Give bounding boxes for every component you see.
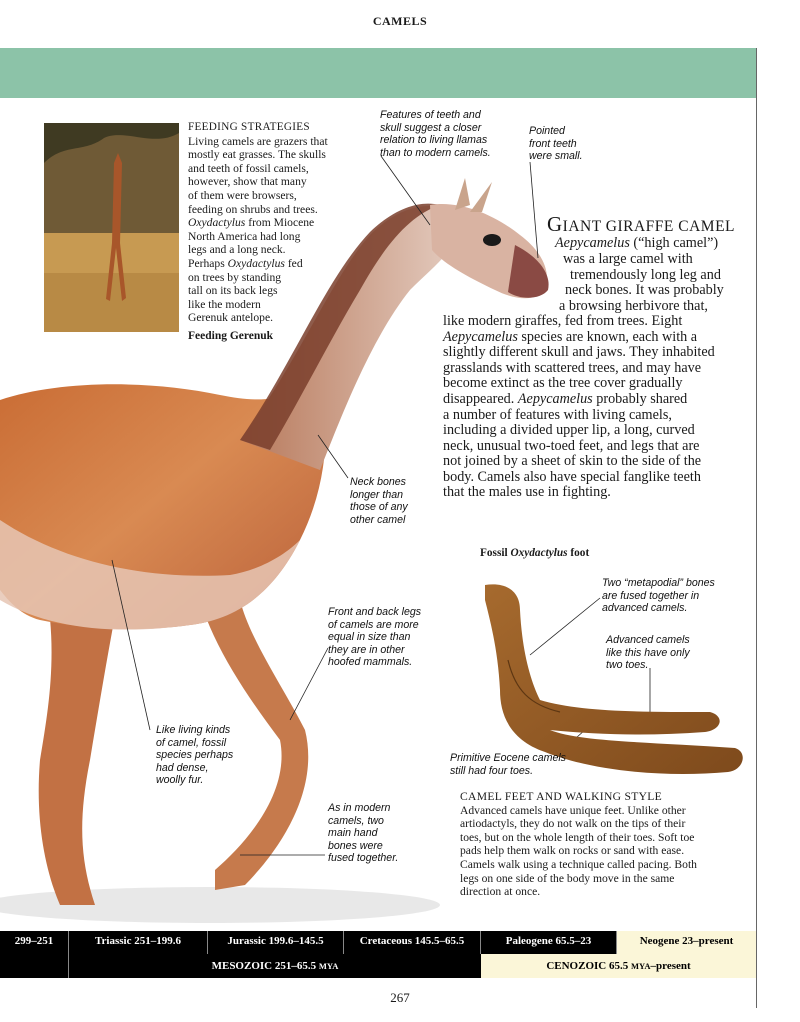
callout-hand-bones [328,802,418,865]
timeline-period: Jurassic 199.6–145.5 [208,931,344,954]
feeding-line: and teeth of fossil camels, [188,161,309,175]
era-label: CENOZOIC 65.5 [546,960,629,972]
callout-line: Pointed [529,125,565,137]
era-label: MESOZOIC 251–65.5 [211,960,317,972]
walking-line: legs on one side of the body move in the same [460,871,675,885]
body-text: disappeared. [443,391,518,407]
timeline-period: Cretaceous 145.5–65.5 [344,931,481,954]
timeline-period: 299–251 [0,931,69,954]
callout-line: those of any [350,501,408,513]
walking-line: direction at once. [460,885,541,899]
timeline-era-spacer [0,954,69,978]
title-initial: G [547,212,563,236]
body-line: body. Camels also have special fanglike teeth [443,469,701,485]
callout-legs-equal [328,606,448,669]
callout-fur [156,724,256,787]
timeline-era-cenozoic [481,954,756,978]
callout-line: equal in size than [328,631,411,643]
callout-front-teeth [529,125,609,163]
callout-two-toes [606,634,726,672]
body-text: (“high camel”) [629,235,719,251]
genus-name: Oxydactylus [510,547,568,559]
body-line: become extinct as the tree cover gradually [443,375,683,391]
feeding-line: of them were browsers, [188,188,297,202]
callout-neck-bones [350,476,430,526]
walking-line: pads help them walk on rocks or sand with ease. [460,844,685,858]
genus-name: Oxydactylus [227,256,285,270]
callout-four-toes [450,752,590,777]
body-text: species are known, each with a [517,329,698,345]
callout-line: advanced camels. [602,602,688,614]
body-text: probably shared [592,391,688,407]
body-line: tremendously long leg and [570,267,721,283]
callout-line: like this have only [606,646,690,659]
body-line: a browsing herbivore that, [559,298,708,314]
callout-line: main hand [328,827,378,839]
body-line: grasslands with scattered trees, and may have [443,360,702,376]
body-line [443,391,687,407]
timeline-period: Triassic 251–199.6 [69,931,208,954]
body-line: slightly different skull and jaws. They inhabited [443,344,715,360]
mya-label: MYA [318,961,339,971]
genus-name: Oxydactylus [188,216,246,230]
callout-line: Two “metapodial” bones [602,577,715,589]
article-title [547,212,735,237]
caption-text: foot [567,547,590,559]
genus-name: Aepycamelus [517,391,593,407]
walking-line: Advanced camels have unique feet. Unlike other [460,803,686,817]
callout-line: camels, two [328,814,384,827]
feeding-line: North America had long [188,229,301,243]
callout-line: Primitive Eocene camels [450,752,566,764]
walking-title: CAMEL FEET AND WALKING STYLE [460,790,663,803]
feeding-line [188,257,358,271]
feeding-line: like the modern [188,297,261,311]
timeline-period-current: Neogene 23–present [617,931,756,954]
feeding-line: Gerenuk antelope. [188,311,273,325]
callout-line: longer than [350,488,404,501]
callout-line: woolly fur. [156,774,204,786]
callout-metapodial [602,577,742,615]
title-rest: IANT GIRAFFE CAMEL [562,218,736,235]
walking-style-panel [460,790,750,899]
body-line: neck bones. It was probably [565,282,724,298]
callout-line: other camel [350,513,406,526]
body-line: including a divided upper lip, a long, curved [443,422,695,438]
callout-line: Front and back legs [328,606,422,618]
callout-line: relation to living llamas [380,134,488,146]
callout-line: Advanced camels [606,634,690,646]
callout-line: bones were [328,839,383,852]
timeline-era-mesozoic [69,954,481,978]
callout-line: Like living kinds [156,724,231,736]
feeding-text: fed [284,256,303,270]
feeding-text: from Miocene [245,216,315,230]
walking-line: Camels walk using a technique called pacing. Both [460,857,697,871]
body-line: a number of features with living camels, [443,407,672,423]
running-head: CAMELS [372,14,428,28]
body-line [555,235,718,251]
callout-line: still had four toes. [450,764,534,777]
feeding-title: FEEDING STRATEGIES [188,121,310,133]
feeding-gerenuk-photo [44,123,179,332]
feeding-line: on trees by standing [188,270,282,284]
caption-text: Fossil [480,547,511,559]
genus-name: Aepycamelus [443,329,518,345]
callout-line: than to modern camels. [380,146,491,159]
callout-line: species perhaps [156,749,234,761]
body-line: like modern giraffes, fed from trees. Eight [443,313,683,329]
callout-line: were small. [529,150,583,162]
feeding-line: however, show that many [188,175,307,189]
callout-line: Features of teeth and [380,109,481,121]
callout-line: two toes. [606,659,649,671]
walking-line: artiodactyls, they do not walk on the tips of their [460,817,686,831]
feeding-line: tall on its back legs [188,284,278,298]
callout-line: had dense, [156,761,209,774]
callout-teeth-skull [380,109,510,159]
body-line: was a large camel with [563,251,693,267]
callout-line: skull suggest a closer [380,121,482,134]
callout-line: are fused together in [602,589,700,602]
timeline-period: Paleogene 65.5–23 [481,931,617,954]
fossil-foot-caption [480,547,589,559]
body-line: neck, unusual two-toed feet, and legs that are [443,438,700,454]
callout-line: hoofed mammals. [328,656,413,668]
body-line [443,329,697,345]
mya-label: MYA [630,961,651,971]
callout-line: fused together. [328,852,399,864]
feeding-line: mostly eat grasses. The skulls [188,148,326,162]
callout-line: of camels are more [328,618,419,631]
feeding-strategies-panel [188,121,358,344]
body-line: that the males use in fighting. [443,484,611,500]
callout-line: Neck bones [350,476,406,488]
callout-line: of camel, fossil [156,736,227,749]
callout-line: front teeth [529,137,577,150]
photo-caption: Feeding Gerenuk [188,329,274,342]
page-number: 267 [390,990,410,1005]
walking-line: toes, but on the whole length of their toes. Soft toe [460,830,695,844]
geologic-timeline [0,931,756,978]
feeding-line: legs and a long neck. [188,243,286,257]
genus-name: Aepycamelus [555,235,630,251]
callout-line: they are in other [328,643,405,656]
feeding-line: Living camels are grazers that [188,134,328,148]
callout-line: As in modern [328,802,391,814]
feeding-line: feeding on shrubs and trees. [188,202,318,216]
feeding-text: Perhaps [188,256,228,270]
feeding-line [188,216,358,230]
era-label: –present [650,960,691,972]
body-line: not joined by a sheet of skin to the side of the [443,453,702,469]
